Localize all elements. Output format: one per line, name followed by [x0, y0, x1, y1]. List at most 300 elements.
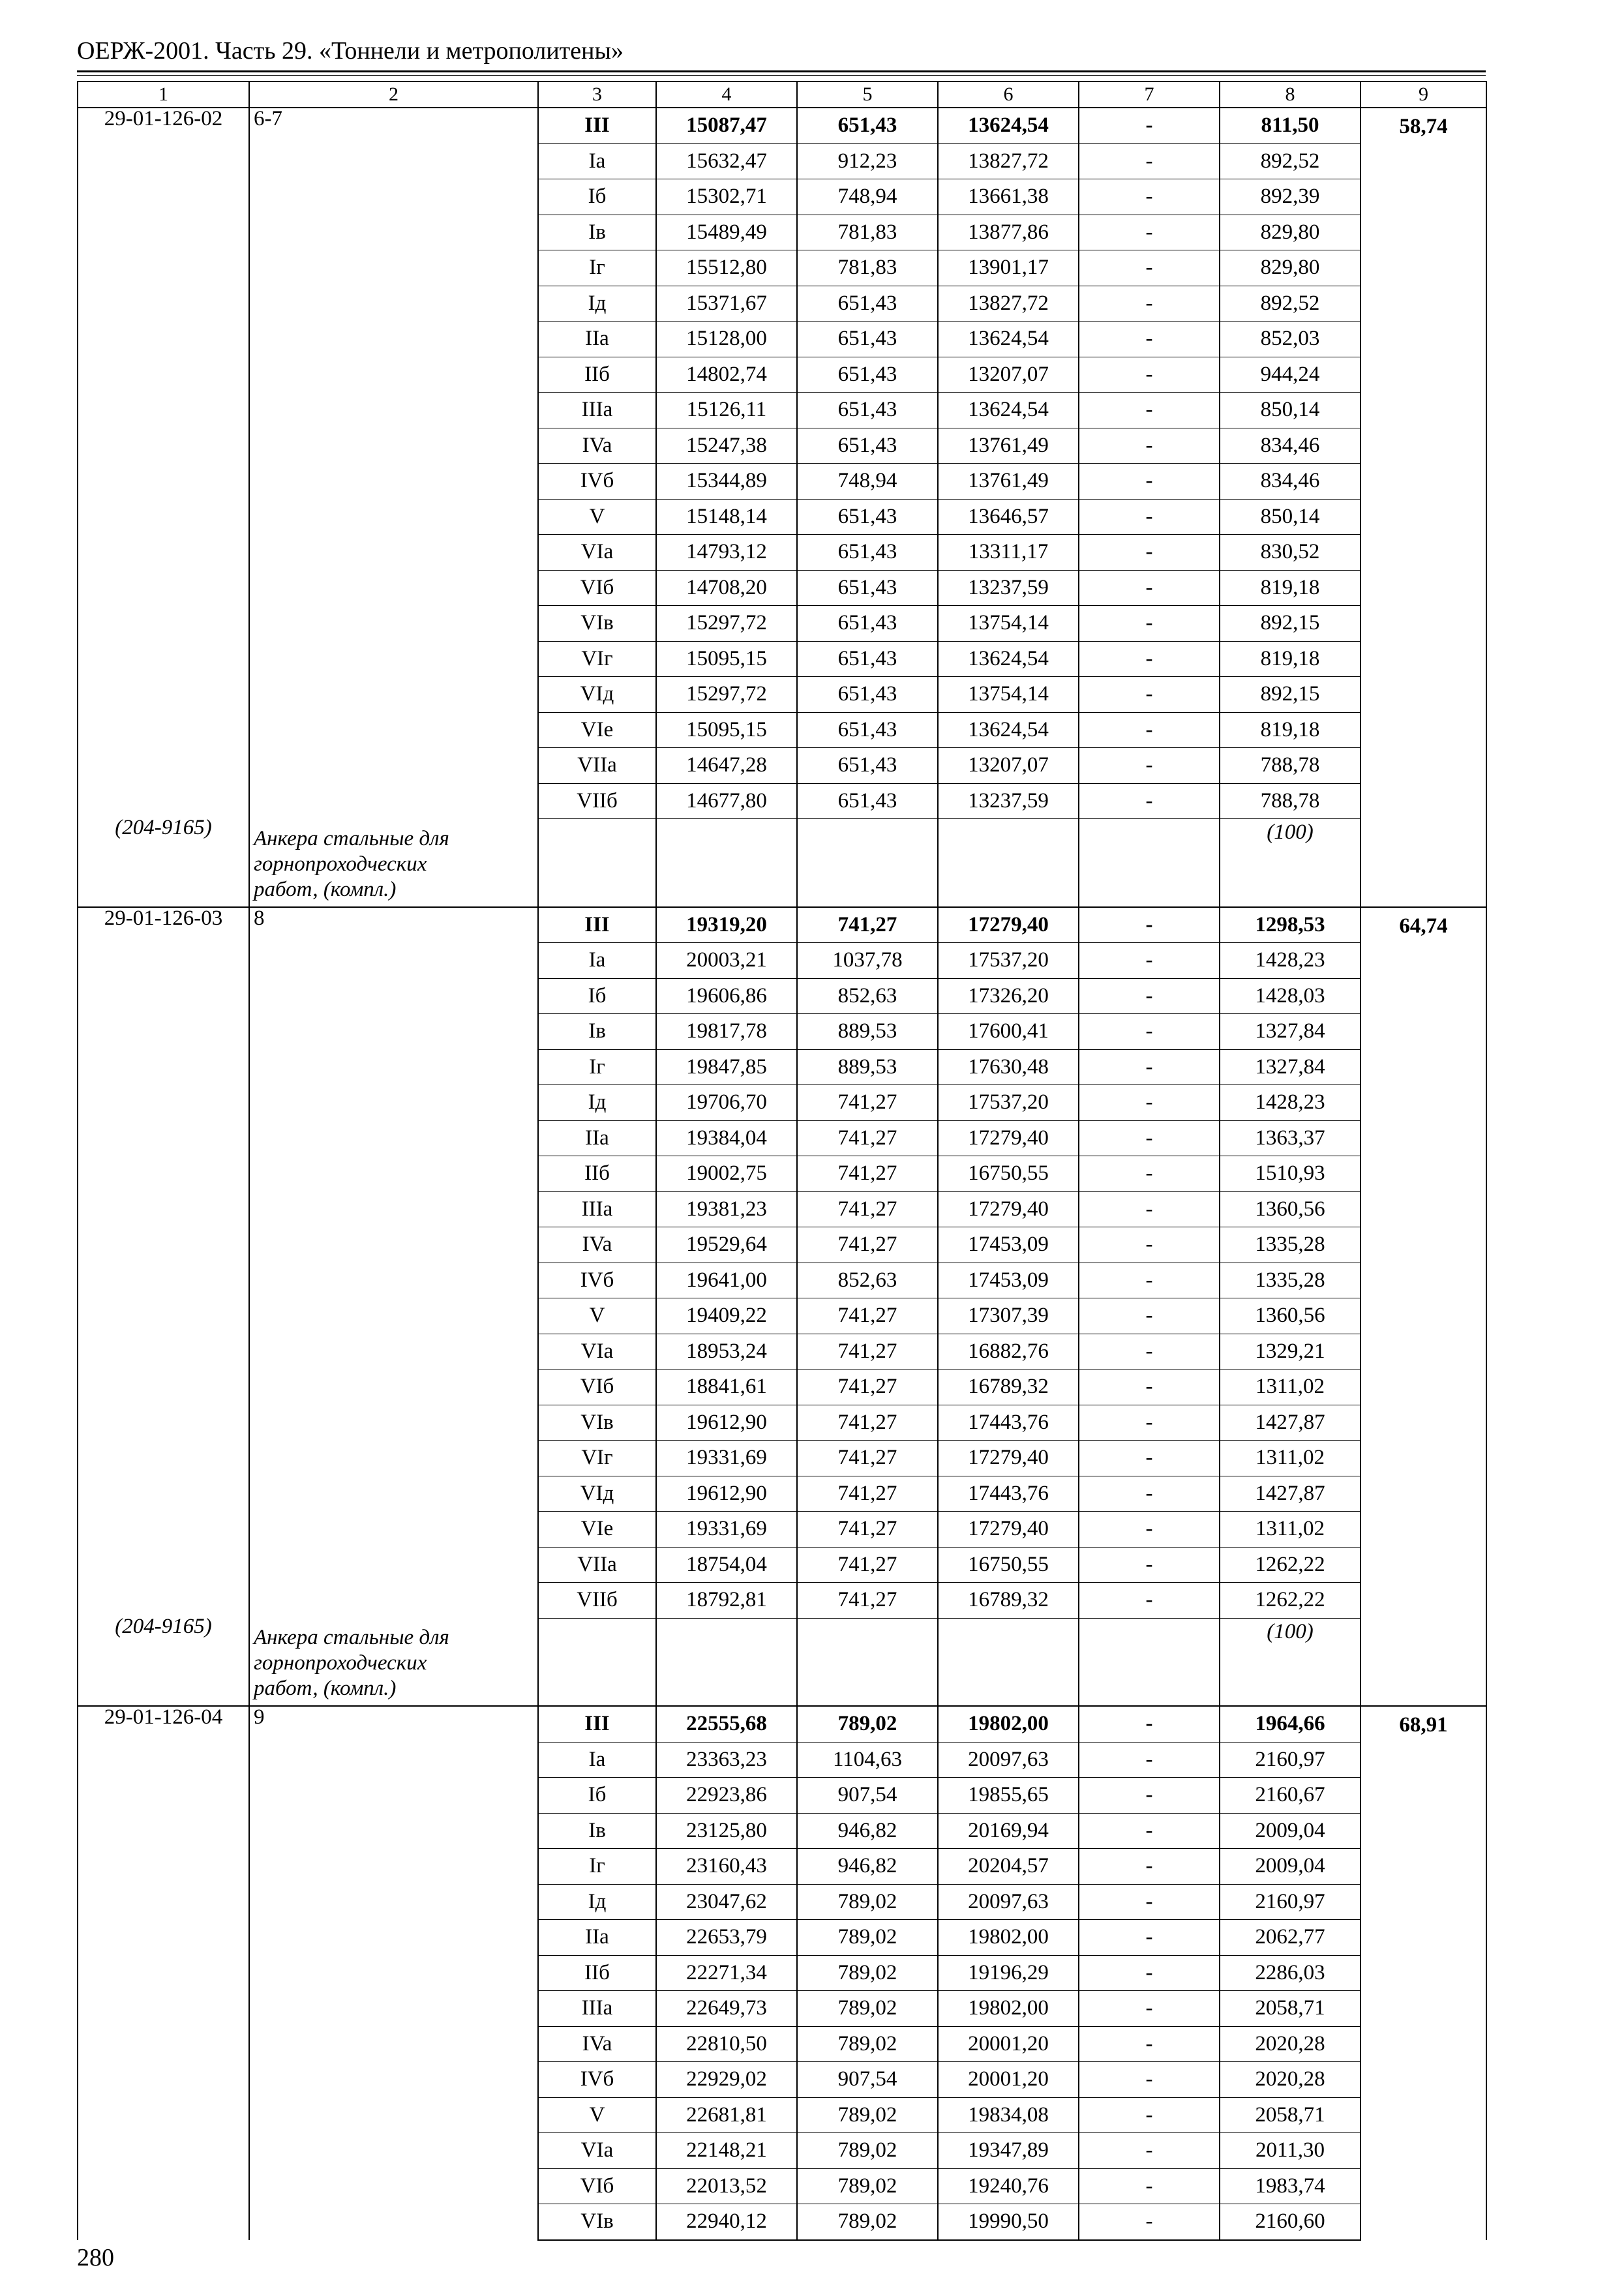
column-number: 5 [797, 82, 938, 108]
price-value: 19384,04 [656, 1120, 797, 1156]
price-value: 17443,76 [938, 1476, 1079, 1512]
price-value: 1964,66 [1220, 1706, 1361, 1742]
price-value: 1327,84 [1220, 1049, 1361, 1085]
price-value: - [1079, 978, 1220, 1014]
price-value: - [1079, 748, 1220, 784]
price-value: - [1079, 1014, 1220, 1050]
price-value: 811,50 [1220, 108, 1361, 143]
price-value: - [1079, 2026, 1220, 2062]
zone-label: III [538, 907, 656, 943]
price-value: 13237,59 [938, 570, 1079, 606]
price-value: 741,27 [797, 1547, 938, 1583]
price-value: 15297,72 [656, 606, 797, 642]
zone-label: Iд [538, 286, 656, 322]
price-value: - [1079, 2204, 1220, 2240]
zone-label: VIб [538, 1369, 656, 1405]
price-value: - [1079, 215, 1220, 250]
price-value: 2020,28 [1220, 2062, 1361, 2098]
table-body [78, 82, 1486, 2240]
price-value: 819,18 [1220, 641, 1361, 677]
price-value: - [1079, 1156, 1220, 1192]
price-value: 741,27 [797, 1405, 938, 1441]
column-number: 4 [656, 82, 797, 108]
column-number-row [78, 82, 1486, 108]
zone-label: VIIa [538, 1547, 656, 1583]
price-value: - [1079, 1512, 1220, 1548]
rate-parameter: 8 Анкера стальные для горнопроходческих работ, (компл.) [249, 907, 538, 1707]
price-value: 13761,49 [938, 464, 1079, 500]
price-value: 13311,17 [938, 535, 1079, 571]
zone-label: VIe [538, 1512, 656, 1548]
price-value: 651,43 [797, 499, 938, 535]
price-value: 1311,02 [1220, 1441, 1361, 1476]
price-value: 2160,67 [1220, 1778, 1361, 1814]
price-value: 1262,22 [1220, 1583, 1361, 1619]
empty-cell [797, 819, 938, 907]
price-value: 15632,47 [656, 143, 797, 179]
price-value: 651,43 [797, 712, 938, 748]
price-value: - [1079, 250, 1220, 286]
price-value: 13646,57 [938, 499, 1079, 535]
price-value: 13624,54 [938, 108, 1079, 143]
empty-cell [538, 1618, 656, 1706]
zone-label: IIб [538, 1156, 656, 1192]
price-value: - [1079, 1547, 1220, 1583]
rate-code: 29-01-126-02 (204-9165) [78, 108, 249, 907]
price-value: 13624,54 [938, 322, 1079, 357]
price-value: 1360,56 [1220, 1191, 1361, 1227]
zone-label: VIв [538, 606, 656, 642]
price-value: 2020,28 [1220, 2026, 1361, 2062]
price-value: 13827,72 [938, 286, 1079, 322]
price-value: 18792,81 [656, 1583, 797, 1619]
price-value: 19381,23 [656, 1191, 797, 1227]
price-value: 2160,97 [1220, 1884, 1361, 1920]
price-value: 15128,00 [656, 322, 797, 357]
zone-label: VIб [538, 570, 656, 606]
zone-label: Ia [538, 943, 656, 979]
price-value: 1428,23 [1220, 943, 1361, 979]
price-value: - [1079, 322, 1220, 357]
price-value: 20003,21 [656, 943, 797, 979]
price-value: - [1079, 641, 1220, 677]
price-value: 789,02 [797, 1884, 938, 1920]
price-value: 16750,55 [938, 1547, 1079, 1583]
price-value: - [1079, 1191, 1220, 1227]
zone-label: VIг [538, 1441, 656, 1476]
price-value: 1983,74 [1220, 2168, 1361, 2204]
price-value: 651,43 [797, 108, 938, 143]
price-value: 17326,20 [938, 978, 1079, 1014]
price-value: 13207,07 [938, 748, 1079, 784]
price-value: - [1079, 1476, 1220, 1512]
price-value: - [1079, 606, 1220, 642]
price-value: 819,18 [1220, 570, 1361, 606]
price-value: 14647,28 [656, 748, 797, 784]
column-number: 2 [249, 82, 538, 108]
price-value: 892,39 [1220, 179, 1361, 215]
zone-label: Iв [538, 1014, 656, 1050]
price-value: 22649,73 [656, 1991, 797, 2027]
price-value: 14677,80 [656, 783, 797, 819]
zone-label: Iв [538, 1813, 656, 1849]
price-value: 13761,49 [938, 428, 1079, 464]
price-value: 741,27 [797, 1085, 938, 1121]
price-value: 15297,72 [656, 677, 797, 713]
zone-label: VIг [538, 641, 656, 677]
zone-label: VIд [538, 1476, 656, 1512]
zone-label: IVa [538, 2026, 656, 2062]
price-value: 22940,12 [656, 2204, 797, 2240]
price-value: 789,02 [797, 2168, 938, 2204]
price-value: 19002,75 [656, 1156, 797, 1192]
price-value: 22271,34 [656, 1955, 797, 1991]
price-value: 14793,12 [656, 535, 797, 571]
price-value: - [1079, 393, 1220, 428]
zone-label: Iд [538, 1085, 656, 1121]
resource-code: (204-9165) [115, 815, 212, 839]
zone-label: IIIa [538, 393, 656, 428]
resource-code: (204-9165) [115, 1615, 212, 1638]
zone-label: VIIб [538, 1583, 656, 1619]
price-value: 17630,48 [938, 1049, 1079, 1085]
price-value: 789,02 [797, 2204, 938, 2240]
price-value: 2058,71 [1220, 1991, 1361, 2027]
price-value: 17453,09 [938, 1227, 1079, 1263]
price-value: 651,43 [797, 428, 938, 464]
price-value: 2009,04 [1220, 1849, 1361, 1885]
zone-label: Ia [538, 143, 656, 179]
zone-label: Iв [538, 215, 656, 250]
price-value: 2009,04 [1220, 1813, 1361, 1849]
price-value: 22555,68 [656, 1706, 797, 1742]
price-value: 741,27 [797, 1191, 938, 1227]
price-value: 13624,54 [938, 641, 1079, 677]
price-value: 20001,20 [938, 2026, 1079, 2062]
zone-label: IIa [538, 322, 656, 357]
price-value: 22929,02 [656, 2062, 797, 2098]
price-value: - [1079, 1441, 1220, 1476]
zone-label: V [538, 1298, 656, 1334]
price-value: 1298,53 [1220, 907, 1361, 943]
column-number: 8 [1220, 82, 1361, 108]
price-value: 15344,89 [656, 464, 797, 500]
price-value: 19196,29 [938, 1955, 1079, 1991]
price-value: 907,54 [797, 1778, 938, 1814]
price-value: 1311,02 [1220, 1512, 1361, 1548]
price-value: 741,27 [797, 1227, 938, 1263]
price-value: 17537,20 [938, 1085, 1079, 1121]
price-value: - [1079, 1778, 1220, 1814]
price-value: 22148,21 [656, 2133, 797, 2169]
price-value: 1428,23 [1220, 1085, 1361, 1121]
price-value: 13754,14 [938, 606, 1079, 642]
labor-cost: 58,74 [1361, 108, 1486, 907]
price-value: 19612,90 [656, 1405, 797, 1441]
price-value: 819,18 [1220, 712, 1361, 748]
price-value: - [1079, 357, 1220, 393]
price-value: 852,63 [797, 978, 938, 1014]
zone-label: VIe [538, 712, 656, 748]
price-value: 19802,00 [938, 1920, 1079, 1956]
empty-cell [938, 1618, 1079, 1706]
price-value: 1427,87 [1220, 1405, 1361, 1441]
price-value: 20169,94 [938, 1813, 1079, 1849]
price-value: - [1079, 1884, 1220, 1920]
price-value: 1262,22 [1220, 1547, 1361, 1583]
price-value: - [1079, 570, 1220, 606]
price-value: 17443,76 [938, 1405, 1079, 1441]
price-value: 13624,54 [938, 393, 1079, 428]
price-value: 16789,32 [938, 1583, 1079, 1619]
table-row-summary [78, 108, 1486, 143]
price-value: 14802,74 [656, 357, 797, 393]
zone-label: Iг [538, 250, 656, 286]
header-rule [77, 70, 1486, 72]
price-value: 19612,90 [656, 1476, 797, 1512]
price-value: 19529,64 [656, 1227, 797, 1263]
price-value: 789,02 [797, 2097, 938, 2133]
price-value: 852,63 [797, 1263, 938, 1298]
price-value: - [1079, 1742, 1220, 1778]
price-value: 15126,11 [656, 393, 797, 428]
price-value: 852,03 [1220, 322, 1361, 357]
price-value: 651,43 [797, 606, 938, 642]
price-value: 651,43 [797, 641, 938, 677]
price-value: 651,43 [797, 286, 938, 322]
price-value: - [1079, 783, 1220, 819]
price-value: 834,46 [1220, 428, 1361, 464]
price-value: 18754,04 [656, 1547, 797, 1583]
zone-label: VIa [538, 1334, 656, 1369]
price-value: - [1079, 464, 1220, 500]
price-value: 2058,71 [1220, 2097, 1361, 2133]
zone-label: VIв [538, 1405, 656, 1441]
zone-label: V [538, 499, 656, 535]
price-value: 16882,76 [938, 1334, 1079, 1369]
price-value: 2160,60 [1220, 2204, 1361, 2240]
column-number: 7 [1079, 82, 1220, 108]
price-value: 1428,03 [1220, 978, 1361, 1014]
price-value: 1360,56 [1220, 1298, 1361, 1334]
rate-parameter: 6-7 Анкера стальные для горнопроходческих работ, (компл.) [249, 108, 538, 907]
resource-quantity: (100) [1220, 1618, 1361, 1706]
price-value: - [1079, 2062, 1220, 2098]
price-value: 14708,20 [656, 570, 797, 606]
price-value: 20097,63 [938, 1742, 1079, 1778]
price-value: - [1079, 1920, 1220, 1956]
price-value: 892,15 [1220, 606, 1361, 642]
price-value: 13207,07 [938, 357, 1079, 393]
price-value: - [1079, 2133, 1220, 2169]
price-value: 22923,86 [656, 1778, 797, 1814]
price-table [77, 81, 1487, 2241]
price-value: 741,27 [797, 907, 938, 943]
price-value: 834,46 [1220, 464, 1361, 500]
zone-label: VIIб [538, 783, 656, 819]
price-value: 946,82 [797, 1813, 938, 1849]
price-value: 1427,87 [1220, 1476, 1361, 1512]
price-value: 651,43 [797, 535, 938, 571]
column-number: 3 [538, 82, 656, 108]
resource-name: Анкера стальные для горнопроходческих работ, (компл.) [254, 826, 449, 901]
price-value: 2286,03 [1220, 1955, 1361, 1991]
price-value: 789,02 [797, 1955, 938, 1991]
price-value: 741,27 [797, 1156, 938, 1192]
price-value: - [1079, 907, 1220, 943]
price-value: 907,54 [797, 2062, 938, 2098]
price-value: 1335,28 [1220, 1263, 1361, 1298]
zone-label: VIa [538, 535, 656, 571]
price-value: 829,80 [1220, 250, 1361, 286]
zone-label: VIв [538, 2204, 656, 2240]
price-value: 741,27 [797, 1298, 938, 1334]
price-value: 15302,71 [656, 179, 797, 215]
price-value: - [1079, 1706, 1220, 1742]
price-value: 22013,52 [656, 2168, 797, 2204]
price-value: 13827,72 [938, 143, 1079, 179]
price-value: 15095,15 [656, 641, 797, 677]
price-value: 13624,54 [938, 712, 1079, 748]
price-value: 892,52 [1220, 143, 1361, 179]
price-value: 829,80 [1220, 215, 1361, 250]
price-value: 22653,79 [656, 1920, 797, 1956]
price-value: 19319,20 [656, 907, 797, 943]
price-value: 946,82 [797, 1849, 938, 1885]
price-value: 22681,81 [656, 2097, 797, 2133]
price-value: 17307,39 [938, 1298, 1079, 1334]
price-value: 13237,59 [938, 783, 1079, 819]
price-value: 15095,15 [656, 712, 797, 748]
price-value: 23047,62 [656, 1884, 797, 1920]
zone-label: Iг [538, 1849, 656, 1885]
zone-label: Iб [538, 1778, 656, 1814]
zone-label: VIд [538, 677, 656, 713]
zone-label: IVб [538, 1263, 656, 1298]
empty-cell [1079, 819, 1220, 907]
price-value: - [1079, 712, 1220, 748]
price-value: 2062,77 [1220, 1920, 1361, 1956]
price-value: 789,02 [797, 2026, 938, 2062]
price-value: 1327,84 [1220, 1014, 1361, 1050]
price-value: 651,43 [797, 322, 938, 357]
zone-label: VIIa [538, 748, 656, 784]
price-value: - [1079, 2097, 1220, 2133]
price-value: 19641,00 [656, 1263, 797, 1298]
price-value: 17537,20 [938, 943, 1079, 979]
rate-code: 29-01-126-03 (204-9165) [78, 907, 249, 1707]
empty-cell [938, 819, 1079, 907]
price-value: 651,43 [797, 393, 938, 428]
resource-quantity: (100) [1220, 819, 1361, 907]
price-value: 781,83 [797, 215, 938, 250]
rate-code: 29-01-126-04 [78, 1706, 249, 2240]
price-value: 789,02 [797, 1920, 938, 1956]
price-value: 17279,40 [938, 907, 1079, 943]
zone-label: IIб [538, 357, 656, 393]
price-value: 22810,50 [656, 2026, 797, 2062]
zone-label: IIa [538, 1920, 656, 1956]
empty-cell [656, 1618, 797, 1706]
price-value: 15247,38 [656, 428, 797, 464]
zone-label: Iд [538, 1884, 656, 1920]
price-value: 1311,02 [1220, 1369, 1361, 1405]
price-value: 788,78 [1220, 748, 1361, 784]
price-value: 789,02 [797, 1706, 938, 1742]
price-value: - [1079, 1813, 1220, 1849]
price-value: 23363,23 [656, 1742, 797, 1778]
price-value: 748,94 [797, 464, 938, 500]
price-value: 1104,63 [797, 1742, 938, 1778]
price-value: - [1079, 535, 1220, 571]
labor-cost: 68,91 [1361, 1706, 1486, 2240]
price-value: 789,02 [797, 2133, 938, 2169]
price-value: 19802,00 [938, 1706, 1079, 1742]
price-value: - [1079, 1405, 1220, 1441]
price-value: 17279,40 [938, 1441, 1079, 1476]
zone-label: IVб [538, 464, 656, 500]
price-value: 889,53 [797, 1014, 938, 1050]
resource-name: Анкера стальные для горнопроходческих работ, (компл.) [254, 1626, 449, 1701]
price-value: 17453,09 [938, 1263, 1079, 1298]
column-number: 9 [1361, 82, 1486, 108]
price-value: 651,43 [797, 748, 938, 784]
price-value: 19606,86 [656, 978, 797, 1014]
zone-label: III [538, 1706, 656, 1742]
price-value: - [1079, 1263, 1220, 1298]
price-value: 19331,69 [656, 1512, 797, 1548]
empty-cell [538, 819, 656, 907]
price-value: 15087,47 [656, 108, 797, 143]
price-value: 15512,80 [656, 250, 797, 286]
price-value: 741,27 [797, 1369, 938, 1405]
page-number: 280 [77, 2244, 114, 2271]
header-rule-thin [77, 75, 1486, 76]
empty-cell [797, 1618, 938, 1706]
price-value: 19817,78 [656, 1014, 797, 1050]
price-value: 1510,93 [1220, 1156, 1361, 1192]
price-value: 13661,38 [938, 179, 1079, 215]
price-value: 13754,14 [938, 677, 1079, 713]
price-value: - [1079, 1991, 1220, 2027]
column-number: 6 [938, 82, 1079, 108]
zone-label: IIIa [538, 1191, 656, 1227]
price-value: 1037,78 [797, 943, 938, 979]
price-value: 19240,76 [938, 2168, 1079, 2204]
price-value: - [1079, 677, 1220, 713]
price-value: - [1079, 1955, 1220, 1991]
price-value: 651,43 [797, 677, 938, 713]
price-value: 13877,86 [938, 215, 1079, 250]
price-value: 13901,17 [938, 250, 1079, 286]
price-value: 19802,00 [938, 1991, 1079, 2027]
price-value: - [1079, 428, 1220, 464]
price-value: 741,27 [797, 1512, 938, 1548]
price-value: 19834,08 [938, 2097, 1079, 2133]
price-value: - [1079, 1369, 1220, 1405]
price-value: 789,02 [797, 1991, 938, 2027]
zone-label: IVa [538, 1227, 656, 1263]
price-value: 741,27 [797, 1441, 938, 1476]
price-value: 741,27 [797, 1334, 938, 1369]
zone-label: IIIa [538, 1991, 656, 2027]
price-value: - [1079, 179, 1220, 215]
price-value: 651,43 [797, 357, 938, 393]
zone-label: IIa [538, 1120, 656, 1156]
price-value: 20001,20 [938, 2062, 1079, 2098]
price-value: 944,24 [1220, 357, 1361, 393]
price-value: 741,27 [797, 1583, 938, 1619]
